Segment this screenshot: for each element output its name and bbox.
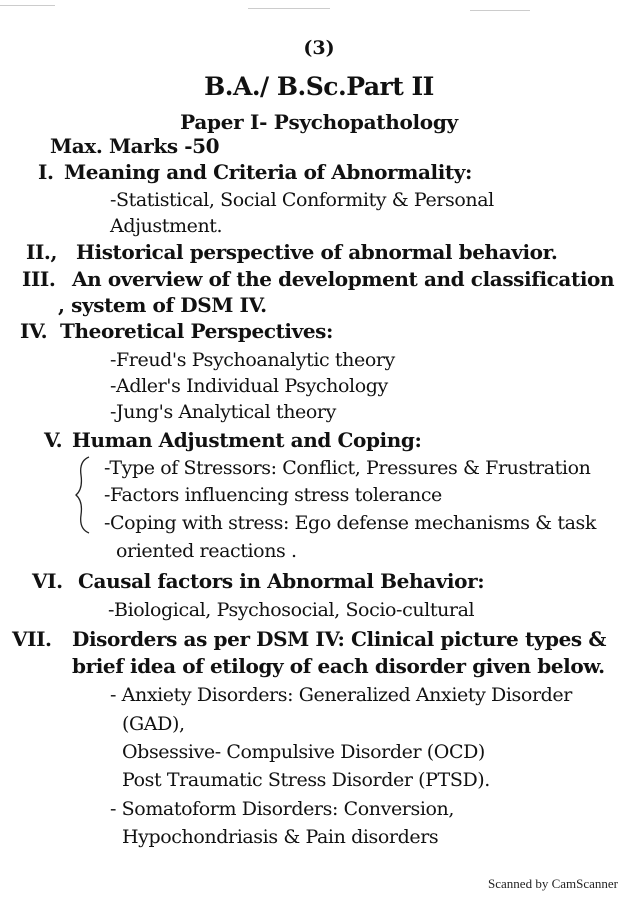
section-5-item: -Coping with stress: Ego defense mechanisms & task [104,512,596,534]
section-6-title: Causal factors in Abnormal Behavior: [78,569,485,593]
section-7-title: Disorders as per DSM IV: Clinical picture types & [72,627,606,651]
section-5-item: oriented reactions . [116,540,297,562]
section-3-title: An overview of the development and classification [72,267,615,291]
section-7-item: Obsessive- Compulsive Disorder (OCD) [122,741,485,763]
section-4-item: -Jung's Analytical theory [110,401,336,423]
section-3-title-cont: , system of DSM IV. [58,293,267,317]
scan-edge-mark [470,10,530,11]
section-7-item: - Somatoform Disorders: Conversion, [110,798,455,820]
section-3-numeral: III. [22,267,56,291]
section-7-numeral: VII. [12,627,52,651]
max-marks: Max. Marks -50 [50,134,220,158]
section-6-numeral: VI. [32,569,63,593]
scan-edge-mark [248,8,330,9]
section-1-item: Adjustment. [110,215,223,237]
section-1-numeral: I. [38,160,54,184]
section-5-item: -Factors influencing stress tolerance [104,484,442,506]
section-1-title: Meaning and Criteria of Abnormality: [64,160,472,184]
scanner-watermark: Scanned by CamScanner [488,876,618,891]
section-5-numeral: V. [44,428,63,452]
paper-title: Paper I- Psychopathology [180,110,458,134]
section-4-title: Theoretical Perspectives: [60,319,334,343]
section-2-title: Historical perspective of abnormal behavior. [76,240,558,264]
section-7-item: - Anxiety Disorders: Generalized Anxiety Disorder [110,684,572,706]
course-title: B.A./ B.Sc.Part II [204,72,434,101]
section-5-item: -Type of Stressors: Conflict, Pressures & Frustration [104,457,591,479]
section-7-item: (GAD), [122,713,185,735]
section-6-item: -Biological, Psychosocial, Socio-cultural [108,599,475,621]
section-4-item: -Freud's Psychoanalytic theory [110,349,395,371]
section-1-item: -Statistical, Social Conformity & Personal [110,189,494,211]
page-number: (3) [303,37,335,59]
section-4-numeral: IV. [20,319,48,343]
section-2-numeral: II., [26,240,58,264]
section-5-title: Human Adjustment and Coping: [72,428,422,452]
scan-edge-mark [0,5,55,6]
section-7-title-cont: brief idea of etilogy of each disorder given below. [72,654,605,678]
curly-brace-icon [74,455,94,535]
section-7-item: Post Traumatic Stress Disorder (PTSD). [122,769,490,791]
section-7-item: Hypochondriasis & Pain disorders [122,826,439,848]
section-4-item: -Adler's Individual Psychology [110,375,388,397]
